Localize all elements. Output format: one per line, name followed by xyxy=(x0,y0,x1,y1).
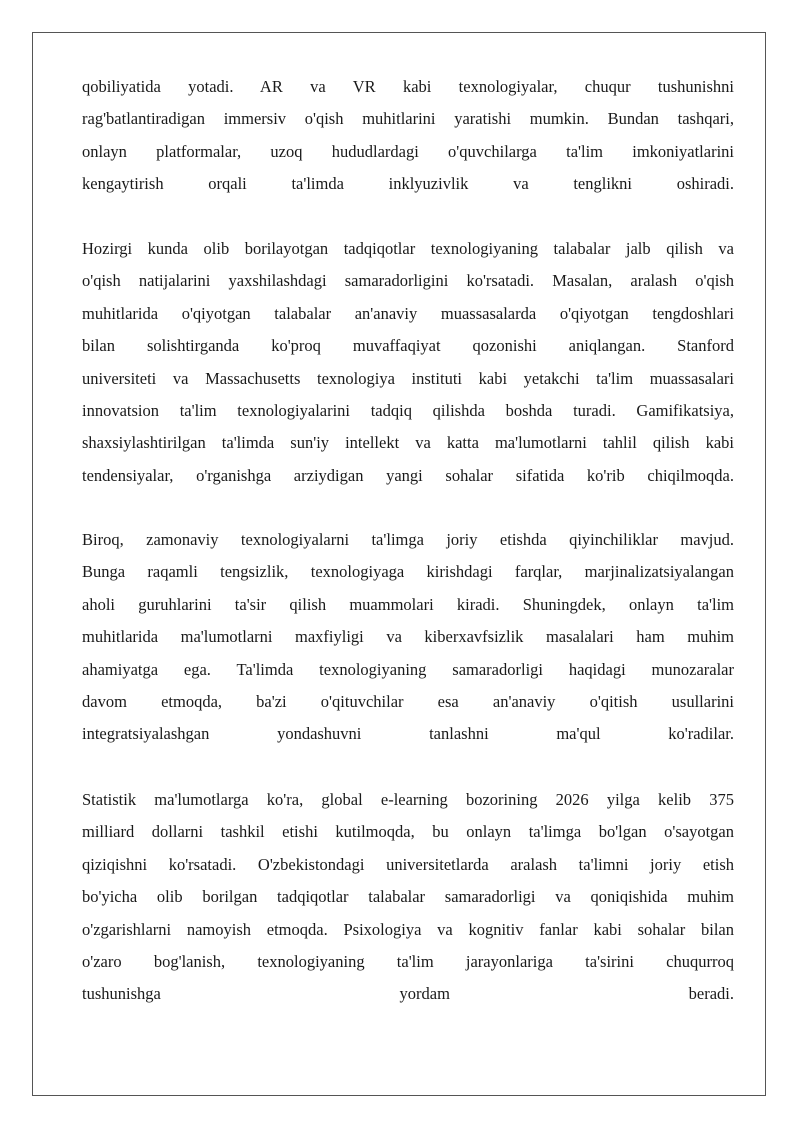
text-line: muhitlarida ma'lumotlarni maxfiyligi va kiberxavfsizlik masalalari ham muhim xyxy=(82,627,734,647)
text-line: onlayn platformalar, uzoq hududlardagi o'quvchilarga ta'lim imkoniyatlarini xyxy=(82,141,734,161)
text-line: davom etmoqda, ba'zi o'qituvchilar esa an'anaviy o'qitish usullarini xyxy=(82,691,734,711)
text-line: tendensiyalar, o'rganishga arziydigan yangi sohalar sifatida ko'rib chiqilmoqda. xyxy=(82,465,734,485)
text-line: shaxsiylashtirilgan ta'limda sun'iy intellekt va katta ma'lumotlarni tahlil qilish kabi xyxy=(82,433,734,453)
text-line: Bunga raqamli tengsizlik, texnologiyaga kirishdagi farqlar, marjinalizatsiyalangan xyxy=(82,562,734,582)
text-line: rag'batlantiradigan immersiv o'qish muhitlarini yaratishi mumkin. Bundan tashqari, xyxy=(82,109,734,129)
text-line: milliard dollarni tashkil etishi kutilmoqda, bu onlayn ta'limga bo'lgan o'sayotgan xyxy=(82,822,734,842)
paragraph xyxy=(82,784,734,1011)
text-line: muhitlarida o'qiyotgan talabalar an'anaviy muassasalarda o'qiyotgan tengdoshlari xyxy=(82,303,734,323)
text-line: o'qish natijalarini yaxshilashdagi samaradorligini ko'rsatadi. Masalan, aralash o'qish xyxy=(82,271,734,291)
text-line: innovatsion ta'lim texnologiyalarini tadqiq qilishda boshda turadi. Gamifikatsiya, xyxy=(82,400,734,420)
text-line: bo'yicha olib borilgan tadqiqotlar talabalar samaradorligi va qoniqishida muhim xyxy=(82,887,734,907)
text-line: integratsiyalashgan yondashuvni tanlashni ma'qul ko'radilar. xyxy=(82,724,734,744)
text-line: Biroq, zamonaviy texnologiyalarni ta'limga joriy etishda qiyinchiliklar mavjud. xyxy=(82,530,734,549)
text-line: universiteti va Massachusetts texnologiya instituti kabi yetakchi ta'lim muassasalari xyxy=(82,368,734,388)
text-line: Statistik ma'lumotlarga ko'ra, global e-learning bozorining 2026 yilga kelib 375 xyxy=(82,790,734,809)
text-line: bilan solishtirganda ko'proq muvaffaqiyat qozonishi aniqlangan. Stanford xyxy=(82,336,734,356)
paragraph xyxy=(82,233,734,492)
text-line: Hozirgi kunda olib borilayotgan tadqiqotlar texnologiyaning talabalar jalb qilish va xyxy=(82,239,734,258)
text-line: o'zaro bog'lanish, texnologiyaning ta'lim jarayonlariga ta'sirini chuqurroq xyxy=(82,951,734,971)
text-line: o'zgarishlarni namoyish etmoqda. Psixologiya va kognitiv fanlar kabi sohalar bilan xyxy=(82,919,734,939)
text-line: aholi guruhlarini ta'sir qilish muammolari kiradi. Shuningdek, onlayn ta'lim xyxy=(82,594,734,614)
paragraph xyxy=(82,71,734,201)
text-line: tushunishga yordam beradi. xyxy=(82,984,734,1004)
text-line: kengaytirish orqali ta'limda inklyuzivlik va tenglikni oshiradi. xyxy=(82,174,734,194)
paragraph xyxy=(82,524,734,751)
text-line: qobiliyatida yotadi. AR va VR kabi texnologiyalar, chuqur tushunishni xyxy=(82,77,734,96)
text-line: qiziqishni ko'rsatadi. O'zbekistondagi universitetlarda aralash ta'limni joriy etish xyxy=(82,854,734,874)
text-line: ahamiyatga ega. Ta'limda texnologiyaning samaradorligi haqidagi munozaralar xyxy=(82,659,734,679)
